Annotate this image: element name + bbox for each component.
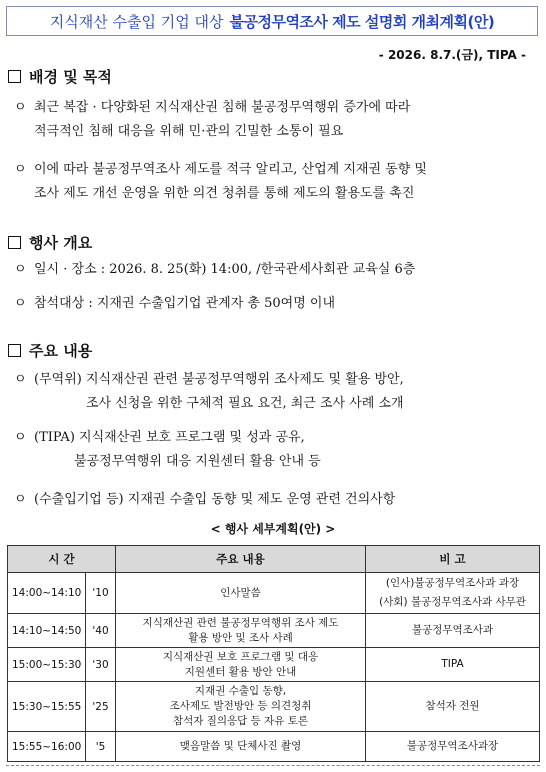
cell-content: 지재권 수출입 동향, 조사제도 발전방안 등 의견청취 참석자 질의응답 등 자유 토론: [116, 682, 366, 732]
cell-content: 지식재산권 보호 프로그램 및 대응 지원센터 활용 방안 안내: [116, 648, 366, 682]
section-heading-contents: 주요 내용: [8, 340, 92, 361]
table-row: [8, 732, 540, 762]
cell-time: 15:00~15:30: [8, 648, 86, 682]
title-main: 불공정무역조사 제도 설명회 개최계획(안): [229, 12, 495, 31]
section-heading-overview: 행사 개요: [8, 232, 92, 253]
cell-note: TIPA: [366, 648, 540, 682]
cell-content: 인사말씀: [116, 573, 366, 614]
cell-duration: '5: [86, 732, 116, 762]
cell-note: 불공정무역조사과장: [366, 732, 540, 762]
bullet-icon: ㅇ: [14, 100, 27, 115]
cell-time: 14:10~14:50: [8, 614, 86, 648]
cell-duration: '10: [86, 573, 116, 614]
bullet-icon: ㅇ: [14, 492, 27, 507]
checkbox-square-icon: [8, 236, 21, 249]
cell-time: 15:55~16:00: [8, 732, 86, 762]
title-prefix: 지식재산 수출입 기업 대상: [49, 12, 224, 31]
checkbox-square-icon: [8, 70, 21, 83]
cell-note: 불공정무역조사과: [366, 614, 540, 648]
list-item: ㅇ 일시 · 장소 : 2026. 8. 25(화) 14:00, /한국관세사회관 교육실 6층: [14, 258, 415, 282]
header-time: 시 간: [8, 546, 116, 573]
cell-note: 참석자 전원: [366, 682, 540, 732]
header-note: 비 고: [366, 546, 540, 573]
bullet-icon: ㅇ: [14, 162, 27, 177]
cell-duration: '30: [86, 648, 116, 682]
table-header-row: [8, 546, 540, 573]
list-item: ㅇ (무역위) 지식재산권 관련 불공정무역행위 조사제도 및 활용 방안, 조사 신청을 위한 구체적 필요 요건, 최근 조사 사례 소개: [14, 368, 404, 416]
bullet-icon: ㅇ: [14, 296, 27, 311]
table-row: [8, 573, 540, 614]
cell-content: 맺음말씀 및 단체사진 촬영: [116, 732, 366, 762]
cell-note: (인사)불공정무역조사과 과장 (사회) 불공정무역조사과 사무관: [366, 573, 540, 614]
list-item: ㅇ 참석대상 : 지재권 수출입기업 관계자 총 50여명 이내: [14, 292, 335, 316]
date-line: - 2026. 8.7.(금), TIPA -: [378, 48, 526, 62]
bullet-icon: ㅇ: [14, 430, 27, 445]
bullet-icon: ㅇ: [14, 372, 27, 387]
header-content: 주요 내용: [116, 546, 366, 573]
list-item: ㅇ 최근 복잡 · 다양화된 지식재산권 침해 불공정무역행위 증가에 따라 적극적인 침해 대응을 위해 민·관의 긴밀한 소통이 필요: [14, 96, 410, 144]
cell-time: 15:30~15:55: [8, 682, 86, 732]
cell-duration: '25: [86, 682, 116, 732]
schedule-table: [7, 545, 540, 762]
cell-duration: '40: [86, 614, 116, 648]
list-item: ㅇ 이에 따라 불공정무역조사 제도를 적극 알리고, 산업계 지재권 동향 및 조사 제도 개선 운영을 위한 의견 청취를 통해 제도의 활용도를 촉진: [14, 158, 427, 206]
cell-content: 지식재산권 관련 불공정무역행위 조사 제도 활용 방안 및 조사 사례: [116, 614, 366, 648]
bottom-divider: [6, 765, 540, 766]
cell-time: 14:00~14:10: [8, 573, 86, 614]
list-item: ㅇ (수출입기업 등) 지재권 수출입 동향 및 제도 운영 관련 건의사항: [14, 488, 395, 512]
table-row: [8, 648, 540, 682]
title-box: [6, 6, 538, 36]
table-row: [8, 614, 540, 648]
section-heading-background: 배경 및 목적: [8, 66, 112, 87]
list-item: ㅇ (TIPA) 지식재산권 보호 프로그램 및 성과 공유, 불공정무역행위 대응 지원센터 활용 안내 등: [14, 426, 321, 474]
table-caption: < 행사 세부계획(안) >: [210, 522, 336, 536]
table-row: [8, 682, 540, 732]
bullet-icon: ㅇ: [14, 262, 27, 277]
checkbox-square-icon: [8, 344, 21, 357]
